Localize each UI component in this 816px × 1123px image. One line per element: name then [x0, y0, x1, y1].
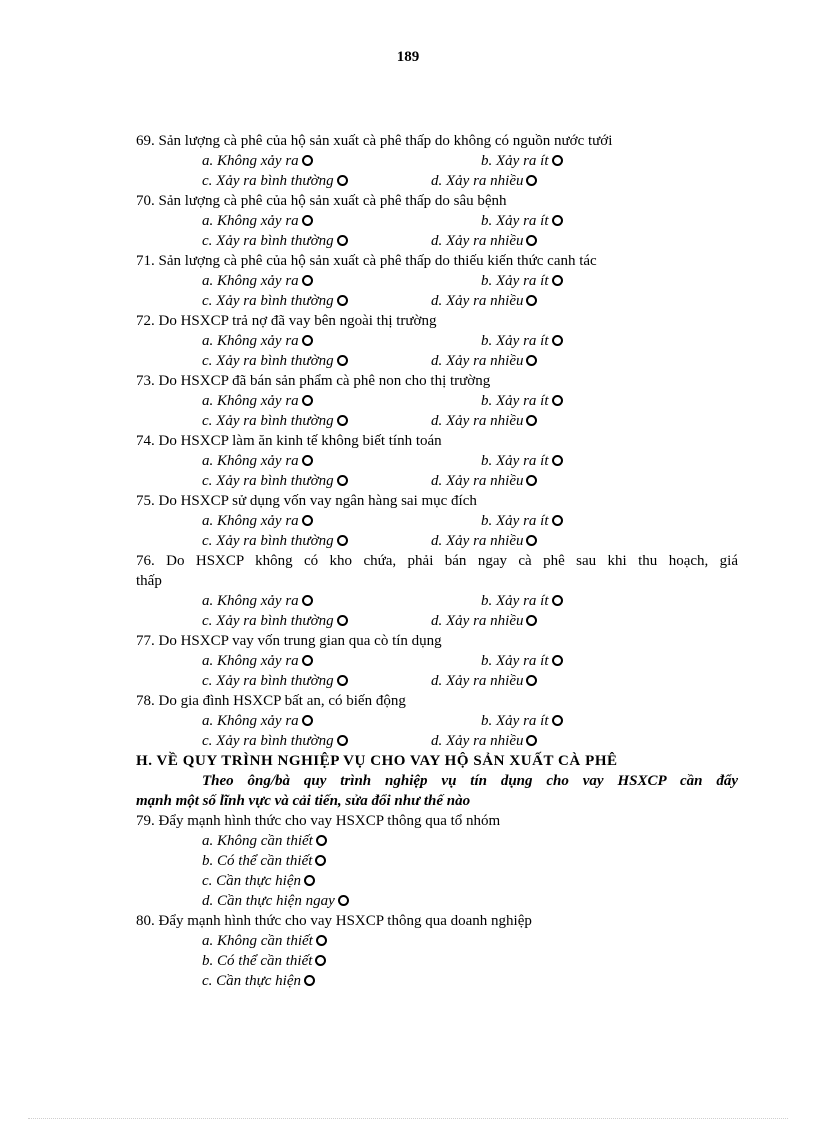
option-a[interactable]: a. Không xảy ra	[202, 271, 313, 291]
option-b[interactable]: b. Xảy ra ít	[481, 151, 563, 171]
question-item: 69. Sản lượng cà phê của hộ sản xuất cà phê thấp do không có nguồn nước tưới	[136, 133, 613, 149]
radio-circle-icon[interactable]	[526, 475, 537, 486]
option-a[interactable]: a. Không xảy ra	[202, 151, 313, 171]
option-d[interactable]: d. Xảy ra nhiều	[431, 671, 537, 691]
page-bottom-rule	[28, 1118, 788, 1119]
option-c[interactable]: c. Xảy ra bình thường	[202, 531, 348, 551]
option-d[interactable]: d. Xảy ra nhiều	[431, 731, 537, 751]
option-b[interactable]: b. Xảy ra ít	[481, 711, 563, 731]
option-row	[136, 231, 738, 251]
option-row	[136, 451, 738, 471]
question-item: 70. Sản lượng cà phê của hộ sản xuất cà phê thấp do sâu bệnh	[136, 193, 507, 209]
radio-circle-icon[interactable]	[526, 295, 537, 306]
radio-circle-icon[interactable]	[526, 735, 537, 746]
option-d[interactable]: d. Xảy ra nhiều	[431, 171, 537, 191]
radio-circle-icon[interactable]	[302, 655, 313, 666]
question-item: 73. Do HSXCP đã bán sản phẩm cà phê non cho thị trường	[136, 373, 491, 389]
question-79: 79. Đẩy mạnh hình thức cho vay HSXCP thông qua tổ nhóm	[136, 813, 501, 829]
option-row	[136, 291, 738, 311]
option-a[interactable]: a. Không xảy ra	[202, 391, 313, 411]
radio-circle-icon[interactable]	[526, 675, 537, 686]
section-h-intro	[136, 771, 738, 811]
radio-circle-icon[interactable]	[337, 175, 348, 186]
option-c[interactable]: c. Xảy ra bình thường	[202, 171, 348, 191]
radio-circle-icon[interactable]	[337, 355, 348, 366]
radio-circle-icon[interactable]	[304, 875, 315, 886]
question-item: 71. Sản lượng cà phê của hộ sản xuất cà phê thấp do thiếu kiến thức canh tác	[136, 253, 597, 269]
option-row	[136, 471, 738, 491]
radio-circle-icon[interactable]	[552, 655, 563, 666]
radio-circle-icon[interactable]	[526, 175, 537, 186]
radio-circle-icon[interactable]	[337, 235, 348, 246]
option-row	[136, 731, 738, 751]
radio-circle-icon[interactable]	[526, 235, 537, 246]
option-row	[136, 151, 738, 171]
question-group-69-75	[136, 131, 738, 551]
option-d[interactable]: d. Xảy ra nhiều	[431, 351, 537, 371]
option-c[interactable]: c. Xảy ra bình thường	[202, 731, 348, 751]
option-row	[136, 511, 738, 531]
radio-circle-icon[interactable]	[302, 275, 313, 286]
option-d[interactable]: d. Xảy ra nhiều	[431, 231, 537, 251]
option-row	[136, 271, 738, 291]
radio-circle-icon[interactable]	[552, 215, 563, 226]
section-h-title: H. VỀ QUY TRÌNH NGHIỆP VỤ CHO VAY HỘ SẢN XUẤT CÀ PHÊ	[136, 753, 618, 769]
radio-circle-icon[interactable]	[316, 835, 327, 846]
radio-circle-icon[interactable]	[338, 895, 349, 906]
radio-circle-icon[interactable]	[302, 595, 313, 606]
option-b[interactable]: b. Xảy ra ít	[481, 331, 563, 351]
question-group-77-78	[136, 631, 738, 751]
question-76-line2: thấp	[136, 573, 162, 589]
option-b[interactable]: b. Xảy ra ít	[481, 391, 563, 411]
option-item[interactable]: c. Cần thực hiện	[136, 971, 738, 991]
question-80-options	[136, 931, 738, 991]
radio-circle-icon[interactable]	[552, 395, 563, 406]
question-item: 78. Do gia đình HSXCP bất an, có biến động	[136, 693, 406, 709]
question-76	[136, 551, 738, 591]
option-b[interactable]: b. Xảy ra ít	[481, 511, 563, 531]
option-d[interactable]: d. Xảy ra nhiều	[431, 611, 537, 631]
option-row	[136, 351, 738, 371]
option-c[interactable]: c. Xảy ra bình thường	[202, 291, 348, 311]
option-a[interactable]: a. Không xảy ra	[202, 511, 313, 531]
radio-circle-icon[interactable]	[526, 355, 537, 366]
radio-circle-icon[interactable]	[304, 975, 315, 986]
option-item[interactable]: c. Cần thực hiện	[136, 871, 738, 891]
radio-circle-icon[interactable]	[337, 415, 348, 426]
radio-circle-icon[interactable]	[552, 455, 563, 466]
radio-circle-icon[interactable]	[552, 515, 563, 526]
option-a[interactable]: a. Không xảy ra	[202, 711, 313, 731]
radio-circle-icon[interactable]	[302, 215, 313, 226]
radio-circle-icon[interactable]	[302, 515, 313, 526]
radio-circle-icon[interactable]	[552, 155, 563, 166]
option-d[interactable]: d. Xảy ra nhiều	[431, 291, 537, 311]
radio-circle-icon[interactable]	[526, 615, 537, 626]
radio-circle-icon[interactable]	[337, 475, 348, 486]
radio-circle-icon[interactable]	[302, 455, 313, 466]
option-d[interactable]: d. Xảy ra nhiều	[431, 471, 537, 491]
option-item[interactable]: a. Không cần thiết	[136, 831, 738, 851]
radio-circle-icon[interactable]	[302, 715, 313, 726]
option-c[interactable]: c. Xảy ra bình thường	[202, 411, 348, 431]
option-a[interactable]: a. Không xảy ra	[202, 211, 313, 231]
option-row	[136, 711, 738, 731]
option-item[interactable]: d. Cần thực hiện ngay	[136, 891, 738, 911]
question-item: 77. Do HSXCP vay vốn trung gian qua cò tín dụng	[136, 633, 442, 649]
option-row	[136, 391, 738, 411]
radio-circle-icon[interactable]	[337, 735, 348, 746]
radio-circle-icon[interactable]	[302, 395, 313, 406]
option-d[interactable]: d. Xảy ra nhiều	[431, 411, 537, 431]
option-row-cd	[136, 611, 738, 631]
option-b[interactable]: b. Xảy ra ít	[481, 271, 563, 291]
option-d[interactable]: d. Xảy ra nhiều	[431, 531, 537, 551]
option-c[interactable]: c. Xảy ra bình thường	[202, 351, 348, 371]
option-row	[136, 531, 738, 551]
option-row	[136, 671, 738, 691]
question-item: 72. Do HSXCP trả nợ đã vay bên ngoài thị trường	[136, 313, 437, 329]
option-b[interactable]: b. Xảy ra ít	[481, 651, 563, 671]
option-a[interactable]: a. Không xảy ra	[202, 331, 313, 351]
option-c[interactable]: c. Xảy ra bình thường	[202, 611, 348, 631]
section-h-intro-line1: Theo ông/bà quy trình nghiệp vụ tín dụng cho vay HSXCP cần đẩy	[202, 773, 738, 789]
question-79-options	[136, 831, 738, 911]
option-a[interactable]: a. Không xảy ra	[202, 451, 313, 471]
option-item[interactable]: b. Có thể cần thiết	[136, 951, 738, 971]
option-a[interactable]: a. Không xảy ra	[202, 651, 313, 671]
radio-circle-icon[interactable]	[552, 595, 563, 606]
radio-circle-icon[interactable]	[337, 615, 348, 626]
page-number: 189	[396, 49, 420, 65]
radio-circle-icon[interactable]	[526, 535, 537, 546]
section-h-intro-line2: mạnh một số lĩnh vực và cải tiến, sửa đổi như thế nào	[136, 793, 471, 809]
option-item[interactable]: b. Có thể cần thiết	[136, 851, 738, 871]
option-c[interactable]: c. Xảy ra bình thường	[202, 471, 348, 491]
question-item: 75. Do HSXCP sử dụng vốn vay ngân hàng sai mục đích	[136, 493, 477, 509]
option-b[interactable]: b. Xảy ra ít	[481, 211, 563, 231]
radio-circle-icon[interactable]	[552, 715, 563, 726]
question-item: 74. Do HSXCP làm ăn kinh tế không biết tính toán	[136, 433, 442, 449]
radio-circle-icon[interactable]	[526, 415, 537, 426]
radio-circle-icon[interactable]	[315, 855, 326, 866]
question-76-line1: 76. Do HSXCP không có kho chứa, phải bán ngay cà phê sau khi thu hoạch, giá	[136, 553, 738, 569]
radio-circle-icon[interactable]	[337, 675, 348, 686]
question-80: 80. Đẩy mạnh hình thức cho vay HSXCP thông qua doanh nghiệp	[136, 913, 532, 929]
survey-content	[136, 131, 738, 991]
option-row	[136, 411, 738, 431]
option-a[interactable]: a. Không xảy ra	[202, 591, 313, 611]
option-row-ab	[136, 591, 738, 611]
option-row	[136, 651, 738, 671]
radio-circle-icon[interactable]	[302, 335, 313, 346]
radio-circle-icon[interactable]	[552, 275, 563, 286]
option-row	[136, 171, 738, 191]
option-c[interactable]: c. Xảy ra bình thường	[202, 231, 348, 251]
radio-circle-icon[interactable]	[552, 335, 563, 346]
radio-circle-icon[interactable]	[337, 535, 348, 546]
option-row	[136, 211, 738, 231]
radio-circle-icon[interactable]	[315, 955, 326, 966]
radio-circle-icon[interactable]	[302, 155, 313, 166]
option-row	[136, 331, 738, 351]
option-item[interactable]: a. Không cần thiết	[136, 931, 738, 951]
option-b[interactable]: b. Xảy ra ít	[481, 451, 563, 471]
option-c[interactable]: c. Xảy ra bình thường	[202, 671, 348, 691]
radio-circle-icon[interactable]	[316, 935, 327, 946]
option-b[interactable]: b. Xảy ra ít	[481, 591, 563, 611]
radio-circle-icon[interactable]	[337, 295, 348, 306]
